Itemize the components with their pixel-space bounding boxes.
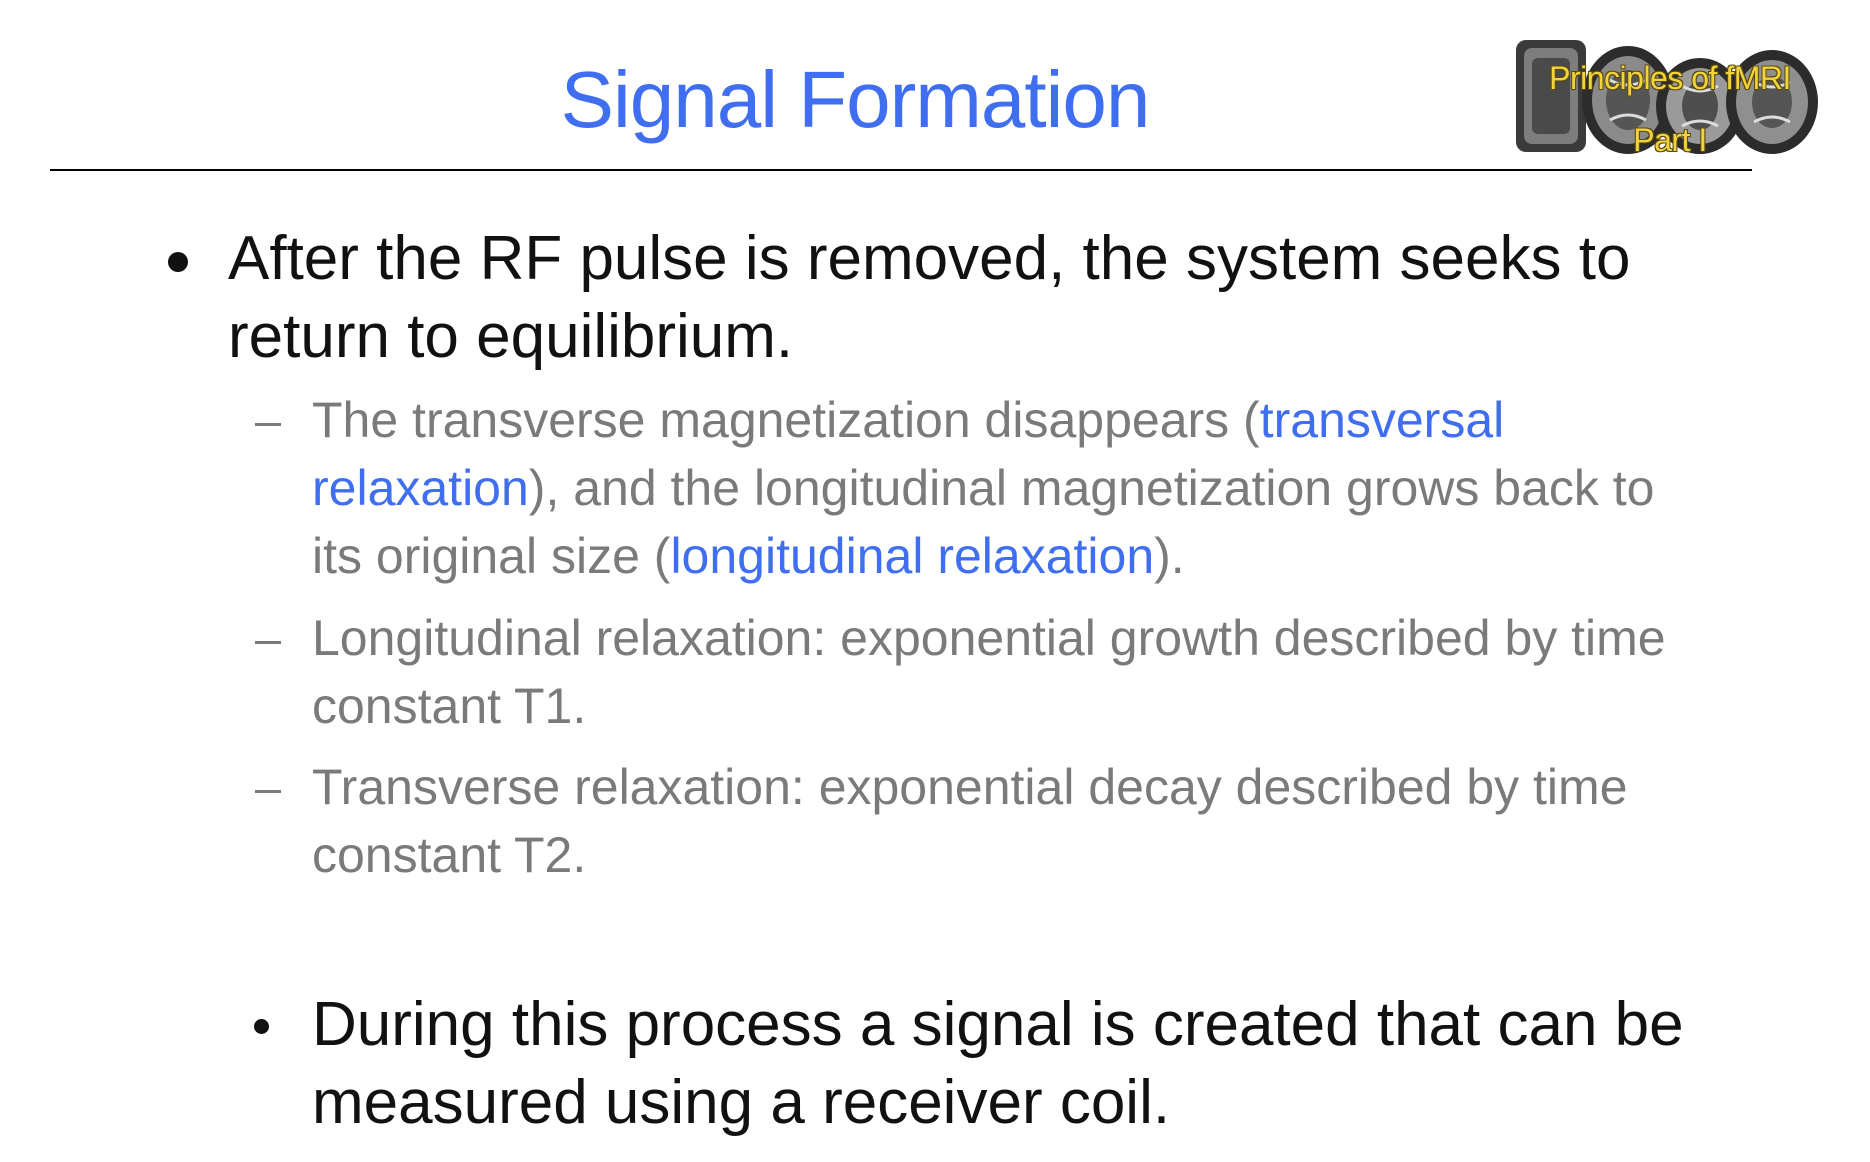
- sub-bullet-dash: [255, 790, 281, 793]
- bullet-text-signal: During this process a signal is created that can be measured using a receiver coil.: [312, 990, 1684, 1137]
- title-divider: [50, 169, 1752, 171]
- text-run: ).: [1154, 528, 1185, 584]
- bullet-text: After the RF pulse is removed, the system seeks to return to equilibrium.: [228, 224, 1631, 371]
- sub-bullet-relaxation-overview: [312, 386, 1712, 590]
- longitudinal-relaxation-link[interactable]: longitudinal relaxation: [670, 528, 1155, 584]
- bullet-dot: [168, 252, 188, 272]
- sub-bullet-longitudinal: Longitudinal relaxation: exponential growth described by time constant T1.: [312, 610, 1666, 734]
- slide-title: Signal Formation: [560, 55, 1150, 144]
- text-run: ), and the longitudinal magnetization grows back to its original size (: [312, 460, 1655, 584]
- principles-badge: [1510, 30, 1830, 160]
- sub-bullet-transverse: Transverse relaxation: exponential decay described by time constant T2.: [312, 759, 1628, 883]
- sub-bullet-dash: [255, 423, 281, 426]
- badge-subtitle: Part I: [1633, 122, 1707, 158]
- sub-bullet-dash: [255, 641, 281, 644]
- text-run: The transverse magnetization disappears (: [312, 392, 1260, 448]
- bullet-dot: [254, 1019, 269, 1034]
- badge-title: Principles of fMRI: [1549, 60, 1791, 96]
- transversal-relaxation-link[interactable]: transversal relaxation: [312, 392, 1505, 516]
